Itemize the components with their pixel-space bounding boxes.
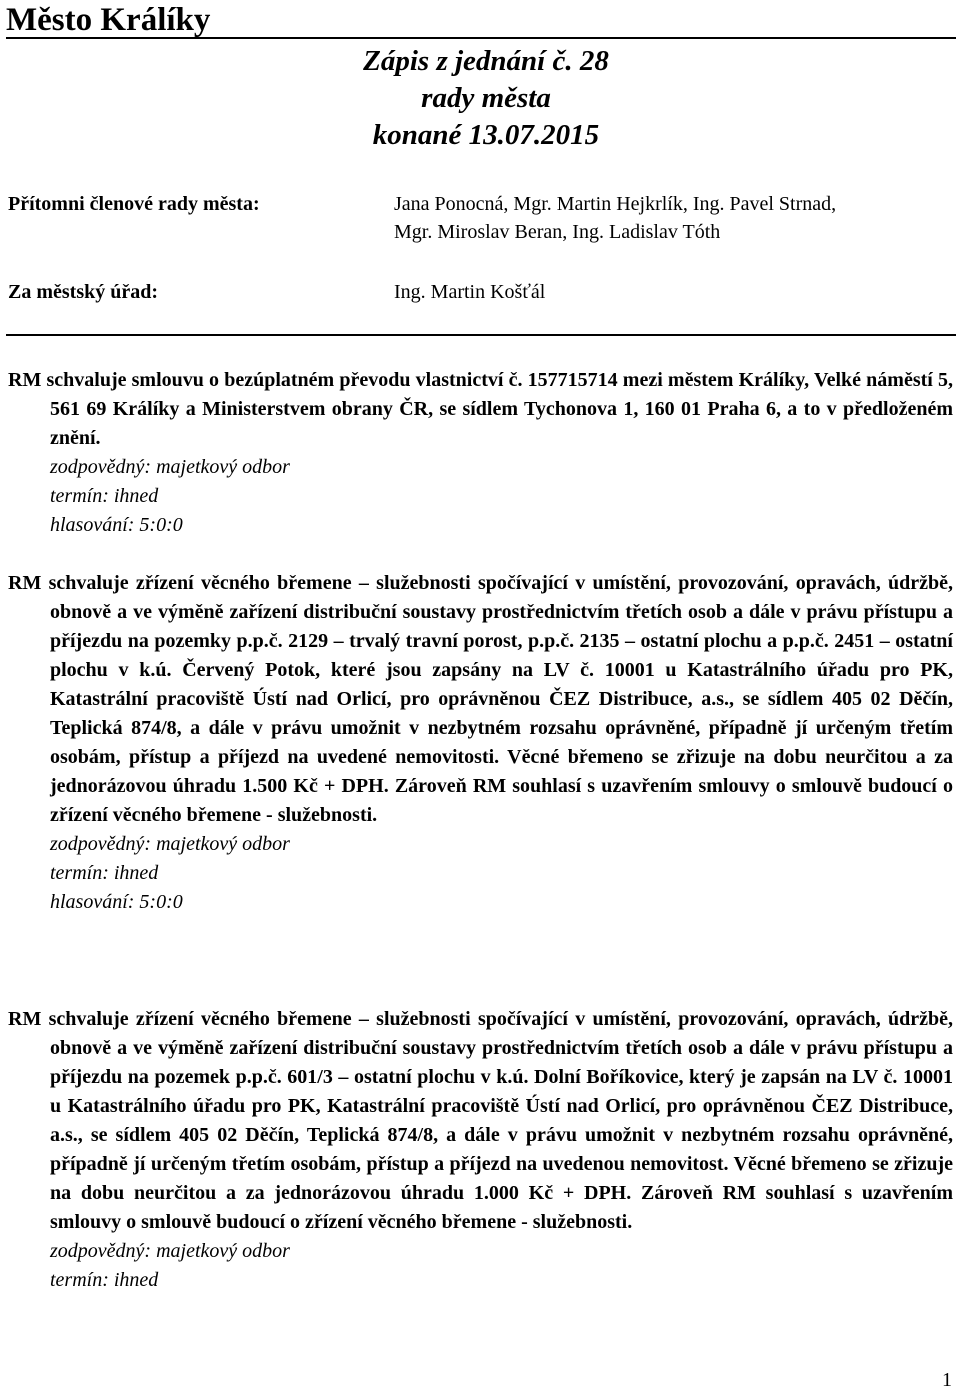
- members-value-line-1: Jana Ponocná, Mgr. Martin Hejkrlík, Ing. Pavel Strnad,: [394, 193, 837, 215]
- resolution-meta: [50, 830, 953, 917]
- members-row: [8, 190, 953, 218]
- members-value-line-2: Mgr. Miroslav Beran, Ing. Ladislav Tóth: [394, 221, 721, 243]
- resolution-text: RM schvaluje smlouvu o bezúplatném převodu vlastnictví č. 157715714 mezi městem Králíky, Velké náměstí 5, 561 69 Králíky a Ministerstvem obrany ČR, se sídlem Tychonova 1, 160 01 Praha 6, a to v předloženém znění.: [8, 369, 953, 449]
- members-row-2: [8, 218, 953, 246]
- heading-line-1: Zápis z jednání č. 28: [363, 45, 609, 77]
- header-rule: [6, 37, 956, 39]
- office-value: Ing. Martin Košťál: [394, 281, 546, 303]
- vote-line: hlasování: 5:0:0: [50, 514, 183, 536]
- page-number: 1: [942, 1369, 952, 1391]
- city-title: Město Králíky: [6, 2, 211, 38]
- heading-line-2: rady města: [421, 82, 551, 114]
- deadline-line: termín: ihned: [50, 485, 159, 507]
- section-rule: [6, 334, 956, 336]
- resolution-3: [8, 1005, 953, 1295]
- deadline-line: termín: ihned: [50, 1269, 159, 1291]
- office-row: [8, 278, 953, 306]
- members-label: Přítomni členové rady města:: [8, 193, 260, 215]
- resolution-2: [8, 569, 953, 917]
- responsible-line: zodpovědný: majetkový odbor: [50, 833, 290, 855]
- vote-line: hlasování: 5:0:0: [50, 891, 183, 913]
- attendance-block: [8, 190, 953, 306]
- office-label: Za městský úřad:: [8, 281, 159, 303]
- resolution-text: RM schvaluje zřízení věcného břemene – služebnosti spočívající v umístění, provozování, opravách, údržbě, obnově a ve výměně zařízení distribuční soustavy prostřednictvím třetích osob a dále v právu přístupu a příjezdu na pozemky p.p.č. 2129 – trvalý travní porost, p.p.č. 2135 – ostatní plochu a p.p.č. 2451 – ostatní plochu v k.ú. Červený Potok, které jsou zapsány na LV č. 10001 u Katastrálního úřadu pro PK, Katastrální pracoviště Ústí nad Orlicí, pro oprávněnou ČEZ Distribuce, a.s., se sídlem 405 02 Děčín, Teplická 874/8, a dále v právu umožnit v nezbytném rozsahu oprávněné, případně jí určeným třetím osobám, přístup a příjezd na uvedené nemovitosti. Věcné břemeno se zřizuje na dobu neurčitou a za jednorázovou úhradu 1.500 Kč + DPH. Zároveň RM souhlasí s uzavřením smlouvy o smlouvě budoucí o zřízení věcného břemene - služebnosti.: [8, 572, 953, 826]
- heading-line-3: konané 13.07.2015: [372, 119, 600, 151]
- responsible-line: zodpovědný: majetkový odbor: [50, 456, 290, 478]
- resolution-meta: [50, 1237, 953, 1295]
- resolution-1: [8, 366, 953, 540]
- responsible-line: zodpovědný: majetkový odbor: [50, 1240, 290, 1262]
- deadline-line: termín: ihned: [50, 862, 159, 884]
- minutes-heading: [0, 43, 960, 154]
- resolution-text: RM schvaluje zřízení věcného břemene – služebnosti spočívající v umístění, provozování, opravách, údržbě, obnově a ve výměně zařízení distribuční soustavy prostřednictvím třetích osob a dále v právu přístupu a příjezdu na pozemek p.p.č. 601/3 – ostatní plochu v k.ú. Dolní Boříkovice, který je zapsán na LV č. 10001 u Katastrálního úřadu pro PK, Katastrální pracoviště Ústí nad Orlicí, pro oprávněnou ČEZ Distribuce, a.s., se sídlem 405 02 Děčín, Teplická 874/8, a dále v právu umožnit v nezbytném rozsahu oprávněné, případně jí určeným třetím osobám, přístup a příjezd na uvedenou nemovitost. Věcné břemeno se zřizuje na dobu neurčitou a za jednorázovou úhradu 1.000 Kč + DPH. Zároveň RM souhlasí s uzavřením smlouvy o smlouvě budoucí o zřízení věcného břemene - služebnosti.: [8, 1008, 953, 1233]
- resolution-meta: [50, 453, 953, 540]
